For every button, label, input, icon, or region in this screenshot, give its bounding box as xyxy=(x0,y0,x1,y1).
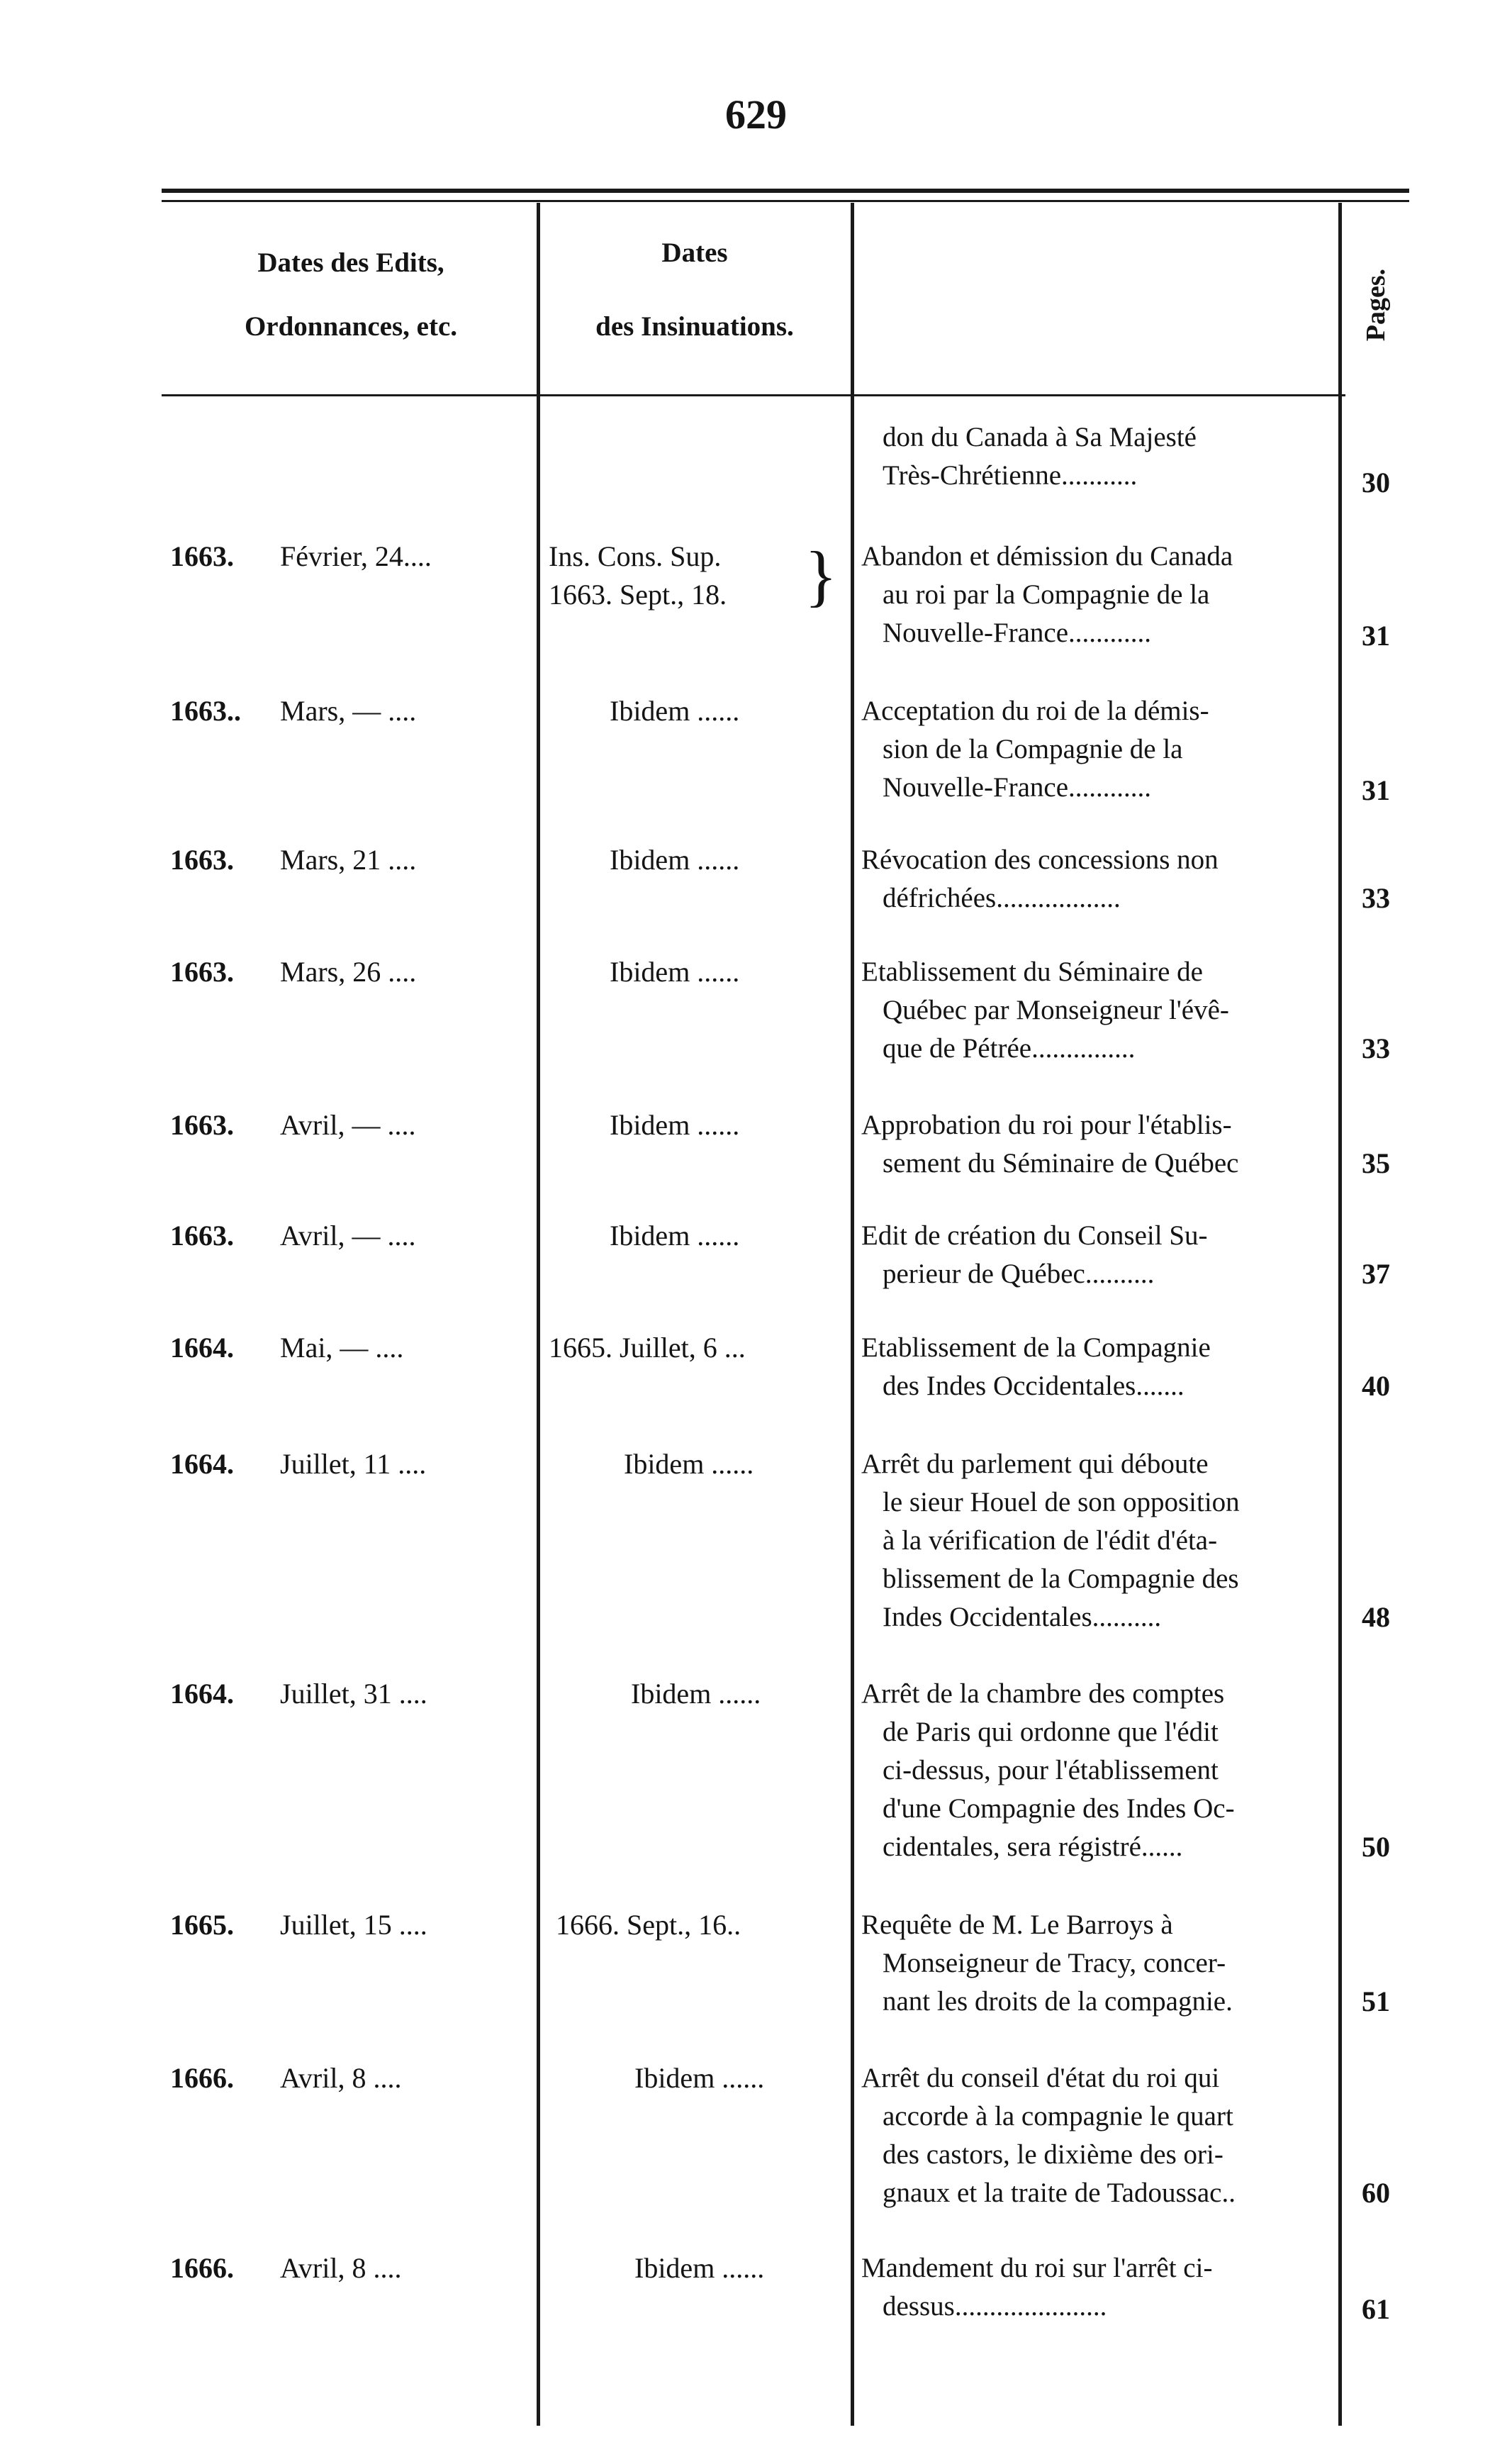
description-line: Arrêt de la chambre des comptes xyxy=(861,1678,1225,1709)
entry-description xyxy=(861,1329,1335,1405)
description-line: don du Canada à Sa Majesté xyxy=(883,422,1197,452)
insinuation-line: Ins. Cons. Sup. xyxy=(549,540,722,572)
description-line: que de Pétrée............... xyxy=(883,1033,1136,1064)
header-dates-insinuations-line1: Dates xyxy=(661,238,728,268)
description-line: Requête de M. Le Barroys à xyxy=(861,1910,1173,1940)
entry-date: Mai, — .... xyxy=(280,1332,404,1364)
description-line: Acceptation du roi de la démis- xyxy=(861,696,1209,726)
column-divider-3 xyxy=(1338,203,1342,2426)
insinuation-line: 1663. Sept., 18. xyxy=(549,579,727,611)
entry-description xyxy=(861,692,1335,807)
entry-year: 1663. xyxy=(170,956,234,988)
description-line: perieur de Québec.......... xyxy=(883,1259,1155,1289)
description-line: des castors, le dixième des ori- xyxy=(883,2139,1223,2170)
entry-date: Mars, 21 .... xyxy=(280,844,417,876)
entry-description xyxy=(861,2249,1335,2326)
entry-description xyxy=(861,953,1335,1068)
entry-insinuation: Ibidem ...... xyxy=(610,1220,740,1252)
entry-date: Mars, — .... xyxy=(280,695,417,727)
description-line: Etablissement de la Compagnie xyxy=(861,1332,1211,1363)
entry-page: 33 xyxy=(1362,1032,1390,1064)
entry-page: 50 xyxy=(1362,1831,1390,1863)
entry-insinuation: 1666. Sept., 16.. xyxy=(556,1909,741,1941)
entry-description xyxy=(861,418,1335,495)
description-line: Arrêt du parlement qui déboute xyxy=(861,1449,1209,1479)
description-line: gnaux et la traite de Tadoussac.. xyxy=(883,2178,1236,2208)
entry-insinuation: 1665. Juillet, 6 ... xyxy=(549,1332,746,1364)
entry-page: 31 xyxy=(1362,620,1390,652)
entry-insinuation: Ibidem ...... xyxy=(624,1448,754,1480)
description-line: Québec par Monseigneur l'évê- xyxy=(883,995,1229,1025)
entry-year: 1666. xyxy=(170,2062,234,2094)
top-rule-thin xyxy=(162,200,1409,202)
description-line: Abandon et démission du Canada xyxy=(861,541,1233,572)
entry-insinuation xyxy=(549,537,845,614)
entry-year: 1663. xyxy=(170,540,234,572)
entry-insinuation: Ibidem ...... xyxy=(634,2252,765,2284)
description-line: Révocation des concessions non xyxy=(861,845,1219,875)
entry-page: 51 xyxy=(1362,1985,1390,2017)
entry-date: Avril, 8 .... xyxy=(280,2062,402,2094)
entry-date: Juillet, 11 .... xyxy=(280,1448,427,1480)
entry-date: Mars, 26 .... xyxy=(280,956,417,988)
entry-year: 1663. xyxy=(170,1220,234,1252)
header-pages-label: Pages. xyxy=(1361,268,1391,342)
entry-insinuation: Ibidem ...... xyxy=(610,695,740,727)
description-line: Etablissement du Séminaire de xyxy=(861,957,1203,987)
description-line: Approbation du roi pour l'établis- xyxy=(861,1110,1232,1140)
description-line: Edit de création du Conseil Su- xyxy=(861,1220,1208,1251)
entry-description xyxy=(861,1217,1335,1293)
header-dates-edits-line1: Dates des Edits, xyxy=(257,247,444,278)
description-line: Nouvelle-France............ xyxy=(883,772,1152,803)
header-dates-insinuations xyxy=(540,234,849,346)
entry-page: 61 xyxy=(1362,2293,1390,2325)
entry-page: 40 xyxy=(1362,1370,1390,1402)
description-line: au roi par la Compagnie de la xyxy=(883,579,1210,610)
description-line: nant les droits de la compagnie. xyxy=(883,1986,1233,2017)
entry-date: Avril, 8 .... xyxy=(280,2252,402,2284)
header-pages xyxy=(1344,234,1408,376)
entry-description xyxy=(861,1906,1335,2021)
entry-page: 35 xyxy=(1362,1147,1390,1179)
entry-description xyxy=(861,537,1335,652)
entry-year: 1663. xyxy=(170,1109,234,1141)
header-dates-insinuations-line2: des Insinuations. xyxy=(595,311,794,342)
entry-year: 1663. xyxy=(170,844,234,876)
entry-description xyxy=(861,841,1335,918)
entry-year: 1663.. xyxy=(170,695,241,727)
entry-date: Avril, — .... xyxy=(280,1220,416,1252)
entry-description xyxy=(861,1675,1335,1866)
entry-year: 1664. xyxy=(170,1678,234,1710)
entry-date: Juillet, 31 .... xyxy=(280,1678,427,1710)
entry-date: Février, 24.... xyxy=(280,540,432,572)
description-line: Très-Chrétienne........... xyxy=(883,460,1138,491)
description-line: Indes Occidentales.......... xyxy=(883,1602,1162,1632)
entry-year: 1664. xyxy=(170,1448,234,1480)
entry-date: Avril, — .... xyxy=(280,1109,416,1141)
page-number: 629 xyxy=(725,91,787,138)
description-line: de Paris qui ordonne que l'édit xyxy=(883,1717,1219,1747)
description-line: sion de la Compagnie de la xyxy=(883,734,1183,764)
description-line: blissement de la Compagnie des xyxy=(883,1563,1239,1594)
description-line: Monseigneur de Tracy, concer- xyxy=(883,1948,1226,1978)
entry-year: 1664. xyxy=(170,1332,234,1364)
description-line: dessus...................... xyxy=(883,2291,1107,2321)
description-line: le sieur Houel de son opposition xyxy=(883,1487,1240,1517)
description-line: sement du Séminaire de Québec xyxy=(883,1148,1239,1178)
description-line: des Indes Occidentales....... xyxy=(883,1371,1185,1401)
entry-description xyxy=(861,1445,1335,1637)
header-dates-edits xyxy=(170,244,532,346)
entry-page: 37 xyxy=(1362,1258,1390,1290)
entry-page: 60 xyxy=(1362,2177,1390,2209)
entry-date: Juillet, 15 .... xyxy=(280,1909,427,1941)
entry-page: 48 xyxy=(1362,1601,1390,1633)
top-rule-thick xyxy=(162,189,1409,193)
entry-description xyxy=(861,2059,1335,2212)
description-line: d'une Compagnie des Indes Oc- xyxy=(883,1793,1235,1824)
description-line: défrichées.................. xyxy=(883,883,1121,913)
description-line: cidentales, sera régistré...... xyxy=(883,1832,1183,1862)
header-dates-edits-line2: Ordonnances, etc. xyxy=(244,311,458,342)
entry-year: 1665. xyxy=(170,1909,234,1941)
entry-insinuation: Ibidem ...... xyxy=(610,844,740,876)
description-line: Mandement du roi sur l'arrêt ci- xyxy=(861,2253,1213,2283)
entry-page: 30 xyxy=(1362,467,1390,498)
entry-insinuation: Ibidem ...... xyxy=(610,956,740,988)
description-line: ci-dessus, pour l'établissement xyxy=(883,1755,1219,1785)
header-rule xyxy=(162,394,1345,396)
description-line: Nouvelle-France............ xyxy=(883,618,1152,648)
brace: } xyxy=(805,537,838,613)
entry-page: 31 xyxy=(1362,774,1390,806)
entry-year: 1666. xyxy=(170,2252,234,2284)
entry-insinuation: Ibidem ...... xyxy=(610,1109,740,1141)
description-line: accorde à la compagnie le quart xyxy=(883,2101,1233,2131)
description-line: à la vérification de l'édit d'éta- xyxy=(883,1525,1218,1556)
description-line: Arrêt du conseil d'état du roi qui xyxy=(861,2063,1220,2093)
entry-insinuation: Ibidem ...... xyxy=(634,2062,765,2094)
entry-description xyxy=(861,1106,1335,1183)
entry-insinuation: Ibidem ...... xyxy=(631,1678,761,1710)
entry-page: 33 xyxy=(1362,882,1390,914)
